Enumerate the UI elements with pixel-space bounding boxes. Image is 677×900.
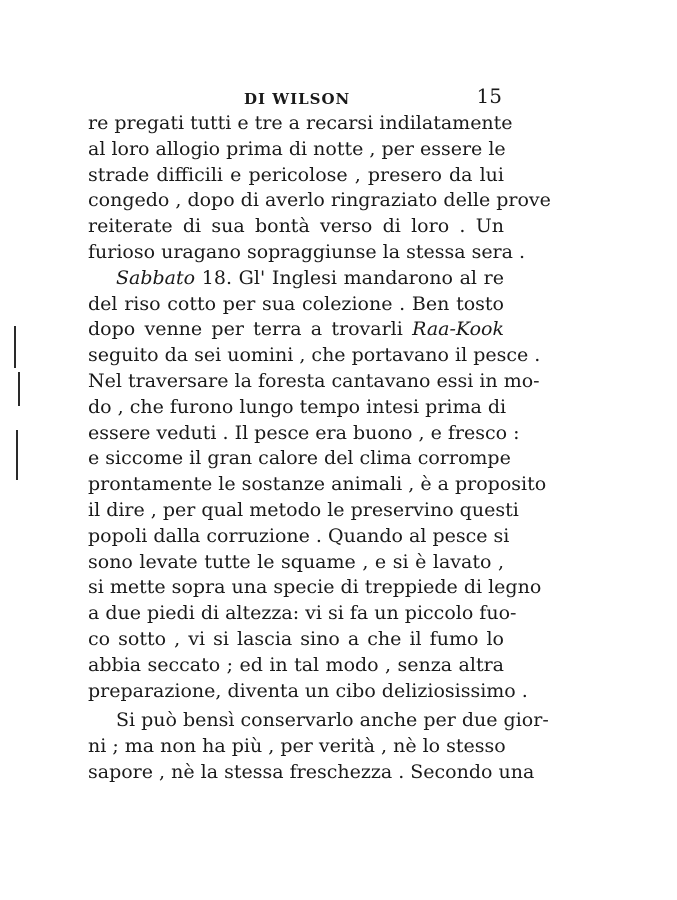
text-line: il dire , per qual metodo le preservino questi (88, 498, 519, 521)
body-text (88, 111, 551, 786)
italic-date: Sabbato (116, 266, 196, 289)
text-line: do , che furono lungo tempo intesi prima di (88, 395, 507, 418)
margin-mark (16, 430, 18, 480)
italic-name: Raa-Kook (412, 318, 504, 341)
margin-mark (18, 372, 20, 406)
text-line: al loro allogio prima di notte , per essere le (88, 137, 506, 160)
text-line: seguito da sei uomini , che portavano il pesce . (88, 344, 541, 367)
running-head: DI WILSON (244, 90, 351, 108)
text-line: si mette sopra una specie di treppiede di legno (88, 576, 542, 599)
text-span: dopo venne per terra a trovarli (88, 318, 413, 341)
text-line: abbia seccato ; ed in tal modo , senza altra (88, 653, 504, 676)
text-span: 18. Gl' Inglesi mandarono al re (195, 266, 504, 289)
text-line: co sotto , vi si lascia sino a che il fumo lo (88, 627, 504, 650)
page-number: 15 (476, 84, 502, 108)
text-line: Nel traversare la foresta cantavano essi in mo- (88, 369, 540, 392)
text-line: re pregati tutti e tre a recarsi indilatamente (88, 112, 513, 134)
page-header (90, 84, 510, 114)
text-line: furioso uragano sopraggiunse la stessa sera . (88, 240, 526, 263)
text-line: ni ; ma non ha più , per verità , nè lo stesso (88, 735, 506, 758)
text-line: preparazione, diventa un cibo deliziosissimo . (88, 679, 528, 702)
margin-mark (14, 326, 16, 368)
text-line: popoli dalla corruzione . Quando al pesce si (88, 524, 510, 547)
text-line: sono levate tutte le squame , e si è lavato , (88, 550, 504, 573)
text-line: congedo , dopo di averlo ringraziato delle prove (88, 189, 551, 212)
text-line: e siccome il gran calore del clima corrompe (88, 447, 511, 470)
text-line: sapore , nè la stessa freschezza . Secondo una (88, 760, 535, 783)
text-line: reiterate di sua bontà verso di loro . Un (88, 215, 504, 238)
text-line: a due piedi di altezza: vi si fa un piccolo fuo- (88, 602, 517, 625)
text-line: del riso cotto per sua colezione . Ben tosto (88, 292, 504, 315)
text-line (88, 266, 504, 292)
text-line: prontamente le sostanze animali , è a proposito (88, 473, 547, 496)
text-line (88, 317, 504, 343)
text-line: Si può bensì conservarlo anche per due gior- (116, 709, 549, 732)
text-line: strade difficili e pericolose , presero da lui (88, 163, 504, 186)
text-line: essere veduti . Il pesce era buono , e fresco : (88, 421, 520, 444)
